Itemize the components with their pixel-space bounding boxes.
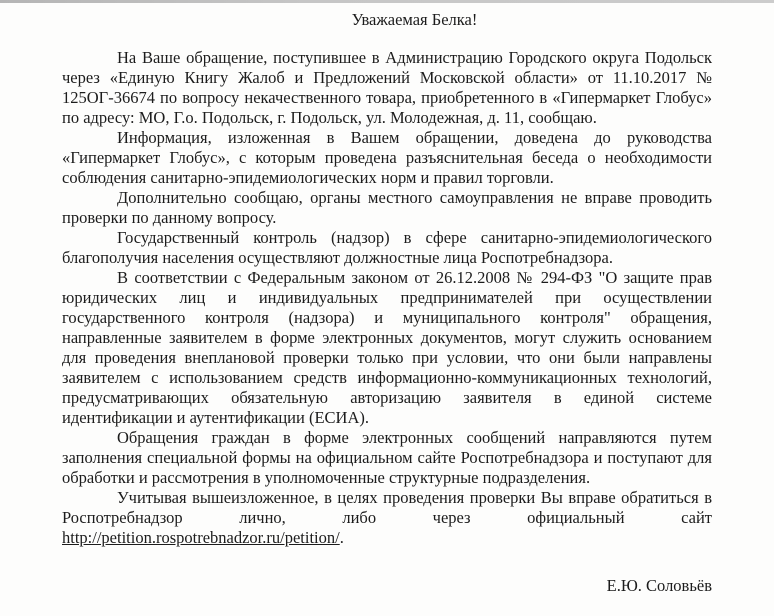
paragraph-text: . xyxy=(339,528,344,547)
paragraph-text: Учитывая вышеизложенное, в целях проведения проверки Вы вправе обратиться в Роспотребнадзор лично, либо через официальный сайт xyxy=(62,488,712,527)
paragraph-text: Дополнительно сообщаю, органы местного самоуправления не вправе проводить проверки по данному вопросу. xyxy=(62,188,712,227)
paragraph-text: Государственный контроль (надзор) в сфере санитарно-эпидемиологического благополучия населения осуществляют должностные лица Роспотребнадзора. xyxy=(62,228,712,267)
paragraph-text: В соответствии с Федеральным законом от 26.12.2008 № 294-ФЗ "О защите прав юридических лиц и индивидуальных предпринимателей при осуществлении государственного контроля (надзора) и муниципального контроля" обращения, направленные заявителем в форме электронных документов, могут служить основанием для проведения внеплановой проверки только при условии, что они были направлены заявителем с использованием средств информационно-коммуникационных технологий, предусматривающих обязательную авторизацию заявителя в единой системе идентификации и аутентификации (ЕСИА). xyxy=(62,268,712,427)
letter-paragraph xyxy=(62,128,712,188)
letter-paragraph xyxy=(62,428,712,488)
letter-paragraph xyxy=(62,488,712,548)
paragraph-text: Информация, изложенная в Вашем обращении, доведена до руководства «Гипермаркет Глобус», с которым проведена разъяснительная беседа о необходимости соблюдения санитарно-эпидемиологических норм и правил торговли. xyxy=(62,128,712,187)
letter-body xyxy=(62,48,712,548)
letter-paragraph xyxy=(62,268,712,428)
paragraph-text: Обращения граждан в форме электронных сообщений направляются путем заполнения специальной формы на официальном сайте Роспотребнадзора и поступают для обработки и рассмотрения в уполномоченные структурные подразделения. xyxy=(62,428,712,487)
letter-paragraph xyxy=(62,48,712,128)
salutation-line: Уважаемая Белка! xyxy=(351,10,478,29)
paragraph-text: На Ваше обращение, поступившее в Администрацию Городского округа Подольск через «Единую Книгу Жалоб и Предложений Московской области» от 11.10.2017 № 125ОГ-36674 по вопросу некачественного товара, приобретенного в «Гипермаркет Глобус» по адресу: МО, Г.о. Подольск, г. Подольск, ул. Молодежная, д. 11, сообщаю. xyxy=(62,48,712,127)
letter-paragraph xyxy=(62,228,712,268)
letter-paragraph xyxy=(62,188,712,228)
petition-url-link[interactable]: http://petition.rospotrebnadzor.ru/petition/ xyxy=(62,528,340,547)
scan-edge-artifact xyxy=(0,0,774,3)
signature-name: Е.Ю. Соловьёв xyxy=(606,576,712,595)
